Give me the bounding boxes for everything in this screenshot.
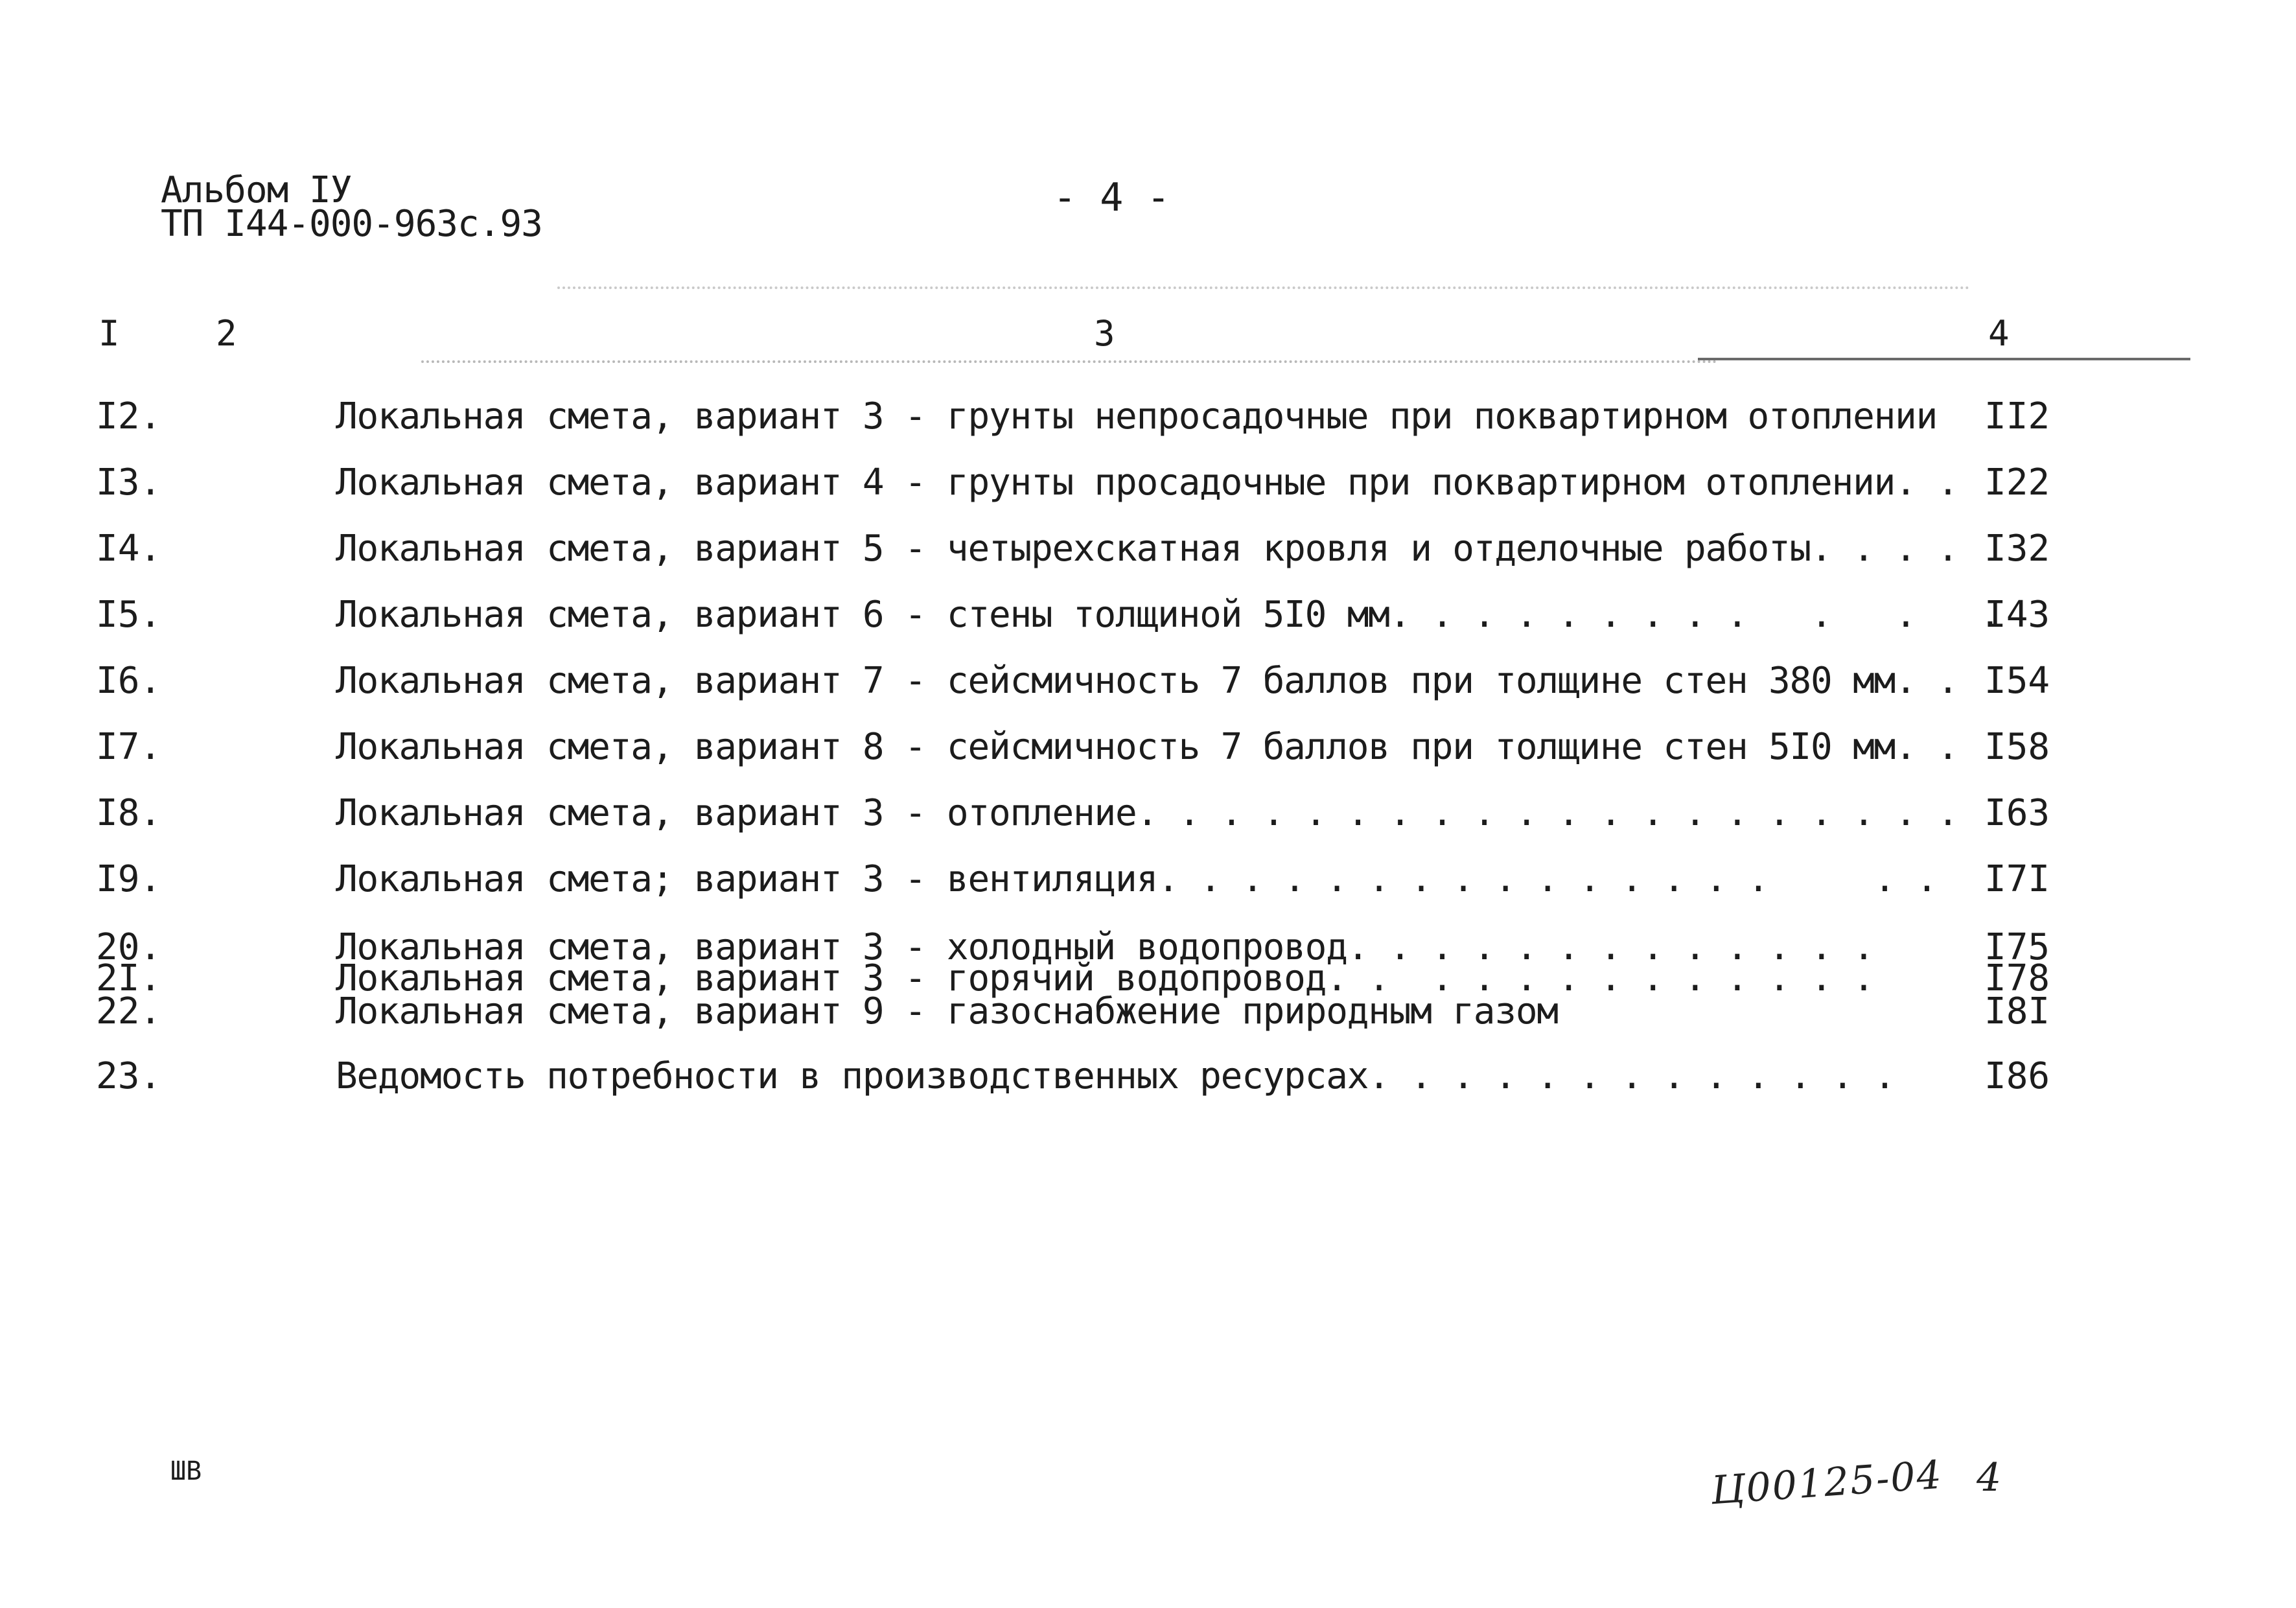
header-divider — [421, 360, 1717, 363]
entry-page: I43 — [1984, 594, 2050, 636]
entry-page: I54 — [1984, 660, 2050, 702]
entry-title: Локальная смета, вариант 9 - газоснабжение природным газом — [336, 990, 1558, 1032]
entry-title: Локальная смета, вариант 5 - четырехскатная кровля и отделочные работы. . . . — [336, 528, 1958, 570]
document-code: ТП I44-000-963с.93 — [161, 203, 542, 245]
entry-number: 20. — [96, 926, 162, 968]
entry-number: I8. — [96, 792, 162, 834]
entry-page: I58 — [1984, 726, 2050, 768]
header-divider-right — [1698, 358, 2190, 360]
entry-title: Локальная смета, вариант 4 - грунты просадочные при поквартирном отоплении. . — [336, 461, 1958, 504]
top-divider — [557, 286, 1970, 289]
entry-title: Локальная смета, вариант 3 - отопление. . . . . . . . . . . . . . . . . . . . — [336, 792, 1958, 834]
entry-number: I6. — [96, 660, 162, 702]
handwritten-page-number: 4 — [1977, 1455, 2003, 1500]
entry-number: I3. — [96, 461, 162, 504]
entry-number: I9. — [96, 858, 162, 900]
column-header-2: 2 — [216, 313, 237, 354]
entry-number: I7. — [96, 726, 162, 768]
entry-title: Ведомость потребности в производственных ресурсах. . . . . . . . . . . . . — [336, 1055, 1896, 1097]
entry-page: I22 — [1984, 461, 2050, 504]
entry-page: II2 — [1984, 395, 2050, 437]
column-header-1: I — [99, 313, 120, 354]
entry-number: I2. — [96, 395, 162, 437]
entry-number: I5. — [96, 594, 162, 636]
entry-page: I8I — [1984, 990, 2050, 1032]
entry-number: 2I. — [96, 957, 162, 999]
entry-title: Локальная смета, вариант 3 - горячий водопровод. . . . . . . . . . . . . — [336, 957, 1874, 999]
handwritten-code: Ц00125-04 — [1709, 1452, 1944, 1514]
column-header-4: 4 — [1988, 313, 2010, 354]
initials-mark: ШВ — [170, 1456, 202, 1486]
entry-title: Локальная смета, вариант 3 - грунты непросадочные при поквартирном отоплении — [336, 395, 1938, 437]
entry-page: I75 — [1984, 926, 2050, 968]
entry-title: Локальная смета, вариант 8 - сейсмичность 7 баллов при толщине стен 5I0 мм. . — [336, 726, 1958, 768]
entry-page: I63 — [1984, 792, 2050, 834]
page-number: - 4 - — [1053, 175, 1170, 220]
entry-title: Локальная смета; вариант 3 - вентиляция. . . . . . . . . . . . . . . . . — [336, 858, 1938, 900]
entry-title: Локальная смета, вариант 7 - сейсмичность 7 баллов при толщине стен 380 мм. . — [336, 660, 1958, 702]
entry-number: 22. — [96, 990, 162, 1032]
entry-title: Локальная смета, вариант 6 - стены толщиной 5I0 мм. . . . . . . . . . . . — [336, 594, 2000, 636]
column-header-3: 3 — [1094, 313, 1115, 354]
entry-page: I78 — [1984, 957, 2050, 999]
entry-title: Локальная смета, вариант 3 - холодный водопровод. . . . . . . . . . . . . — [336, 926, 1874, 968]
album-label: Альбом IУ — [161, 169, 352, 211]
entry-page: I32 — [1984, 528, 2050, 570]
entry-page: I7I — [1984, 858, 2050, 900]
entry-number: 23. — [96, 1055, 162, 1097]
entry-page: I86 — [1984, 1055, 2050, 1097]
entry-number: I4. — [96, 528, 162, 570]
